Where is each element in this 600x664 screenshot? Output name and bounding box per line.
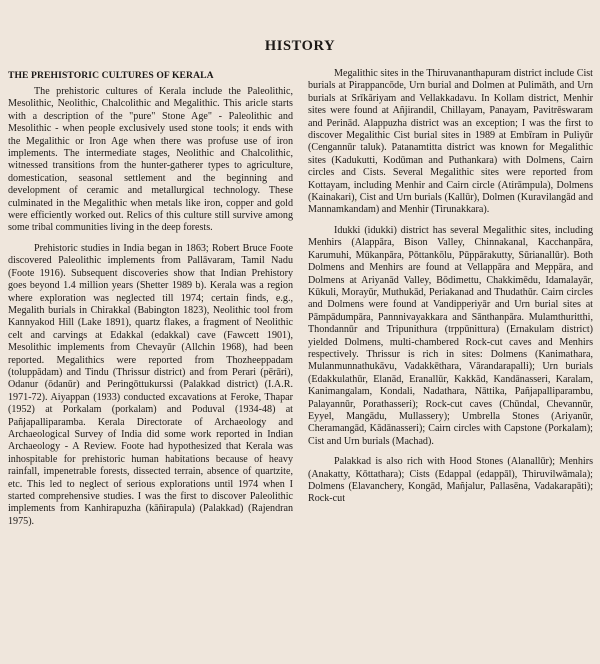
paragraph-palakkad: Palakkad is also rich with Hood Stones (Alanallūr); Menhirs (Anakatty, Kōttathara); Cists (Edappal (edappāl), Thiruvilwāmala); Dolmens (Elavanchery, Kongād, Mañjalur, Pallasēna, Vadakarapāti); Rock-cut bbox=[308, 456, 593, 505]
paragraph-idukki: Idukki (idukki) district has several Megalithic sites, including Menhirs (Alappāra, Bison Valley, Chinnakanal, Kacchanpāra, Karumuhi, Mūkanpāra, Pōttankōlu, Pūppārakutty, Sūrianallūr). Both Dolmens and Menhirs are found at Vellappāra and Meppāra, and Dolmens at Ariyanād Valley, Bōdimettu, Chakkimēdu, Idamalayār, Kūkuli, Morayūr, Muthukād, Periakanad and Thudathūr. Cairn circles and Dolmens were found at Vandipperiyār and Urn burial sites at Pāmpādumpāra, Pannnivayakkara and Sānthanpāra. Mulamthuritthi, Thondannūr and Tripunithura (trppūnittura) (Ernakulam district) yielded Dolmens, multi-chambered Rock-cut caves and Menhirs respectively. Thrissur is rich in sites: Dolmens (Kanimathara, Mulanmunnathukāvu, Vadakkēthara, Vārandarapalli); Urn burials (Edakkulathūr, Elanād, Eranallūr, Kakkād, Kandānasseri, Karalam, Kanimangalam, Kondali, Nadathara, Nāttika, Pañjapalliparambu, Palayannūr, Porathasseri); Rock-cut caves (Chūndal, Chevannūr, Eyyel, Mangādu, Mullassery); Umbrella Stones (Ariyanūr, Cheramangād, Kādānasseri); Cairn circles with Capstone (Porkalam); Cist and Urn burials (Machad). bbox=[308, 224, 593, 447]
left-column bbox=[8, 68, 293, 536]
page-title: HISTORY bbox=[264, 38, 336, 54]
section-heading: THE PREHISTORIC CULTURES OF KERALA bbox=[8, 70, 214, 81]
right-column bbox=[308, 68, 593, 514]
paragraph-intro: The prehistoric cultures of Kerala include the Paleolithic, Mesolithic, Neolithic, Chalcolithic and Megalithic. This aricle starts with a description of the "pure" Stone Age" - Paleolithic and Mesolithic - when people exclusively used stone tools; it ends with the Megalithic or Iron Age when there was profuse use of iron implements. The intermediate stages, Neolithic and Chalcolithic, witnessed transitions from the hunter-gatherer types to agriculture, domestication, seasonal settlement and the beginning and development of ceramic and metallurgical technology. These culminated in the Megalithic when metals like iron, copper and gold were efficiently worked out. Relics of this culture still survive among some tribal communities living in the deep forests. bbox=[8, 86, 293, 234]
paragraph-prehistoric-studies: Prehistoric studies in India began in 1863; Robert Bruce Foote discovered Paleolithic implements from Pallāvaram, Tamil Nadu (Foote 1916). Subsequent discoveries show that Indian Prehistory goes beyond 1.4 million years (Shetter 1989 b). Kerala was a region where exploration was neglected till 1974; certain finds, e.g., Megalith burials in Chirakkal (Babington 1823), Neolithic tool from Kannyakod Hill (Lake 1891), quartz flakes, a fragment of Neolithic celt and carvings at Edakkal (edakkal) cave (Fawcett 1901), Mesolithic implements from Chevayūr (Allchin 1968), had been reported. Megalithics were reported from Thozheeppadam (toluppādam) and Tindu (Thrissur district) and from Perari (pērāri), Odanur (ōdanūr) and Peringōttukurssi (Palakkad district) (I.A.R. 1971-72). Aiyappan (1933) conducted excavations at Feroke, Thapar (1952) at Porkalam (porkalam) and Poduval (1934-48) at Pañjapalliparamba. Kerala Directorate of Archaeology and Archaeological Survey of India did some work reported in Indian Archaeology - A Review. Foote had hypothesized that Kerala was inhospitable for prehistoric human habitations because of heavy rainfall, impenetrable forests, dissected terrain, absence of quartzite, etc. This led to neglect of serious explorations until 1974 when I started comprehensive studies. I was the first to discover Paleolithic implements from Kanhirapuzha (kāñirapula) (Palakkad) (Rajendran 1975). bbox=[8, 242, 293, 527]
paragraph-megalithic-sites: Megalithic sites in the Thiruvananthapuram district include Cist burials at Pirappancōde, Urn burial and Dolmen at Pulimāth, and Urn burials at Srīkāriyam and Vellakkadavu. In Kollam district, Menhir sites were found at Añjirandil, Chillayam, Panayam, Pavitrēswaram and Perinād. Alappuzha district was an exception; I was the first to discover Megalithic Cist burial sites in 1989 at Embīram in Puliyūr (Cengannūr taluk). Patanamtitta district was known for Megalithic sites (Kadukutti, Kodūman and Puthankara) with Dolmens, Cairn circles and Cists. Several Megalithic sites were reported from Kottayam, including Menhir and Cairn circle (Atirāmpula), Dolmens (Kainakari), Cist and Urn burials (Kallūr), Dolmen (Kuravilangād and Mannamkandam) and Menhir (Tirunakkara). bbox=[308, 68, 593, 216]
